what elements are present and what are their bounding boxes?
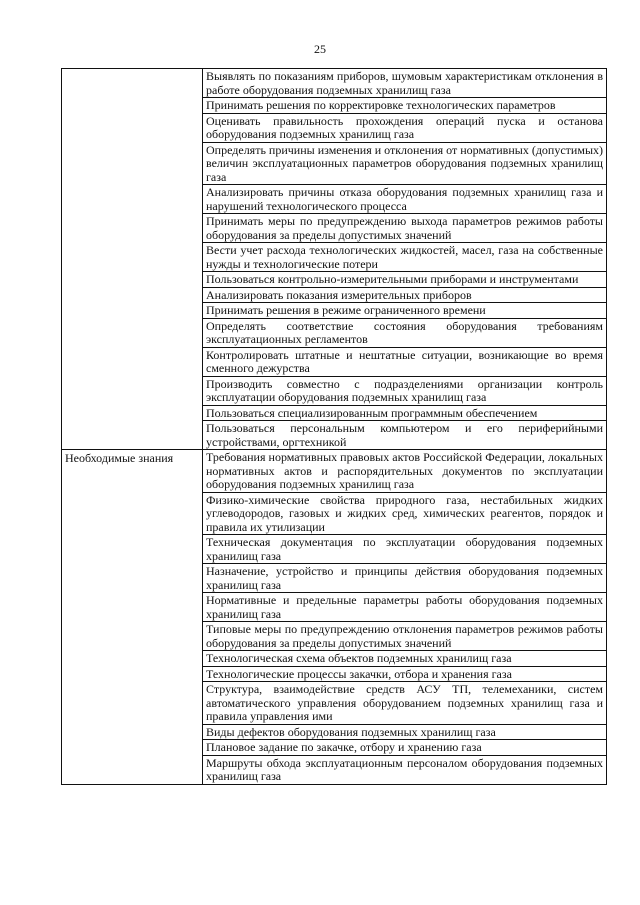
section-label (65, 70, 199, 71)
requirements-table (61, 68, 607, 785)
requirement-item: Пользоваться специализированным программным обеспечением (203, 405, 607, 421)
requirement-item: Принимать решения в режиме ограниченного времени (203, 303, 607, 319)
requirement-item: Требования нормативных правовых актов Российской Федерации, локальных нормативных актов и распорядительных документов по эксплуатации оборудования подземных хранилищ газа (203, 450, 607, 493)
requirement-item: Технологические процессы закачки, отбора и хранения газа (203, 666, 607, 682)
requirement-item: Анализировать показания измерительных приборов (203, 287, 607, 303)
requirement-item: Вести учет расхода технологических жидкостей, масел, газа на собственные нужды и технологические потери (203, 243, 607, 272)
requirement-item: Анализировать причины отказа оборудования подземных хранилищ газа и нарушений технологического процесса (203, 185, 607, 214)
requirement-item: Физико-химические свойства природного газа, нестабильных жидких углеводородов, газовых и жидких сред, химических реагентов, порядок и правила их утилизации (203, 492, 607, 535)
requirements-table-body (62, 69, 607, 785)
section-label-cell (62, 69, 203, 450)
requirement-item: Пользоваться контрольно-измерительными приборами и инструментами (203, 272, 607, 288)
section-label-cell (62, 450, 203, 785)
requirement-item: Выявлять по показаниям приборов, шумовым характеристикам отклонения в работе оборудования подземных хранилищ газа (203, 69, 607, 98)
requirement-item: Назначение, устройство и принципы действия оборудования подземных хранилищ газа (203, 564, 607, 593)
requirement-item: Принимать решения по корректировке технологических параметров (203, 98, 607, 114)
requirement-item: Маршруты обхода эксплуатационным персоналом оборудования подземных хранилищ газа (203, 755, 607, 784)
section-label: Необходимые знания (65, 451, 174, 465)
requirement-item: Производить совместно с подразделениями организации контроль эксплуатации оборудования подземных хранилищ газа (203, 376, 607, 405)
requirement-item: Техническая документация по эксплуатации оборудования подземных хранилищ газа (203, 535, 607, 564)
requirement-item: Плановое задание по закачке, отбору и хранению газа (203, 740, 607, 756)
requirement-item: Принимать меры по предупреждению выхода параметров режимов работы оборудования за пределы допустимых значений (203, 214, 607, 243)
requirement-item: Пользоваться персональным компьютером и его периферийными устройствами, оргтехникой (203, 421, 607, 450)
table-row (62, 450, 607, 493)
requirement-item: Оценивать правильность прохождения операций пуска и останова оборудования подземных хранилищ газа (203, 113, 607, 142)
page-number: 25 (314, 42, 326, 56)
requirement-item: Технологическая схема объектов подземных хранилищ газа (203, 651, 607, 667)
table-row (62, 69, 607, 98)
requirement-item: Структура, взаимодействие средств АСУ ТП, телемеханики, систем автоматического управления оборудованием подземных хранилищ газа и правила управления ими (203, 682, 607, 725)
requirement-item: Типовые меры по предупреждению отклонения параметров режимов работы оборудования за пределы допустимых значений (203, 622, 607, 651)
requirement-item: Определять соответствие состояния оборудования требованиям эксплуатационных регламентов (203, 318, 607, 347)
requirement-item: Определять причины изменения и отклонения от нормативных (допустимых) величин эксплуатационных параметров оборудования подземных хранилищ газа (203, 142, 607, 185)
requirement-item: Виды дефектов оборудования подземных хранилищ газа (203, 724, 607, 740)
requirement-item: Нормативные и предельные параметры работы оборудования подземных хранилищ газа (203, 593, 607, 622)
requirement-item: Контролировать штатные и нештатные ситуации, возникающие во время сменного дежурства (203, 347, 607, 376)
